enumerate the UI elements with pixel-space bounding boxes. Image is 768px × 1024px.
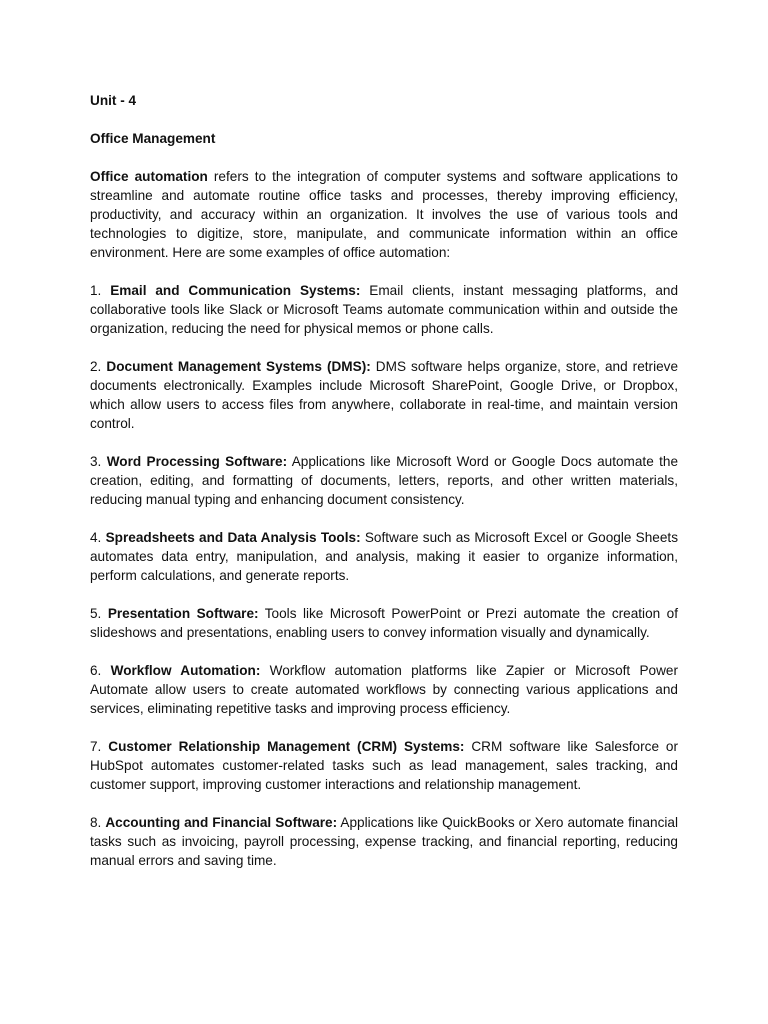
item-number: 7.	[90, 739, 102, 754]
section-title: Office Management	[90, 131, 216, 146]
item-title: Accounting and Financial Software:	[105, 815, 338, 830]
list-item	[90, 813, 678, 870]
list-item	[90, 357, 678, 433]
item-text: CRM software like Salesforce or HubSpot automates customer-related tasks such as lead management, sales tracking, and customer support, improving customer interactions and relationship management.	[90, 739, 678, 792]
item-title: Presentation Software:	[107, 606, 259, 621]
item-text: Applications like QuickBooks or Xero automate financial tasks such as invoicing, payroll processing, expense tracking, and financial reporting, reducing manual errors and saving time.	[90, 815, 678, 868]
item-text: DMS software helps organize, store, and retrieve documents electronically. Examples include Microsoft SharePoint, Google Drive, or Dropbox, which allow users to access files from anywhere, collaborate in real-time, and maintain version control.	[90, 359, 679, 431]
item-text: Software such as Microsoft Excel or Google Sheets automates data entry, manipulation, and analysis, making it easier to organize information, perform calculations, and generate reports.	[90, 530, 678, 583]
item-title: Document Management Systems (DMS):	[106, 359, 371, 374]
unit-title: Unit - 4	[90, 93, 137, 108]
item-text: Email clients, instant messaging platforms, and collaborative tools like Slack or Microsoft Teams automate communication within and outside the organization, reducing the need for physical memos or phone calls.	[90, 283, 679, 336]
item-number: 6.	[90, 663, 102, 678]
item-number: 1.	[90, 283, 102, 298]
item-title: Workflow Automation:	[110, 663, 261, 678]
intro-paragraph	[90, 167, 678, 262]
item-text: Applications like Microsoft Word or Google Docs automate the creation, editing, and formatting of documents, letters, reports, and other written materials, reducing manual typing and enhancing document consistency.	[90, 454, 679, 507]
list-item	[90, 661, 678, 718]
intro-text: refers to the integration of computer systems and software applications to streamline and automate routine office tasks and processes, thereby improving efficiency, productivity, and accuracy within an organization. It involves the use of various tools and technologies to digitize, store, manipulate, and communicate information within an office environment. Here are some examples of office automation:	[90, 169, 678, 260]
item-text: Workflow automation platforms like Zapier or Microsoft Power Automate allow users to create automated workflows by connecting various applications and services, eliminating repetitive tasks and improving process efficiency.	[90, 663, 679, 716]
list-item	[90, 281, 678, 338]
item-title: Spreadsheets and Data Analysis Tools:	[105, 530, 361, 545]
item-title: Customer Relationship Management (CRM) Systems:	[108, 739, 465, 754]
item-number: 8.	[90, 815, 102, 830]
list-item	[90, 528, 678, 585]
list-item	[90, 737, 678, 794]
intro-term: Office automation	[90, 169, 208, 184]
item-number: 3.	[90, 454, 102, 469]
item-title: Word Processing Software:	[106, 454, 288, 469]
item-text: Tools like Microsoft PowerPoint or Prezi automate the creation of slideshows and presentations, enabling users to convey information visually and dynamically.	[90, 606, 678, 640]
item-number: 2.	[90, 359, 102, 374]
item-title: Email and Communication Systems:	[110, 283, 361, 298]
list-item	[90, 604, 678, 642]
document-page	[90, 91, 678, 870]
list-item	[90, 452, 678, 509]
item-number: 4.	[90, 530, 102, 545]
item-number: 5.	[90, 606, 102, 621]
